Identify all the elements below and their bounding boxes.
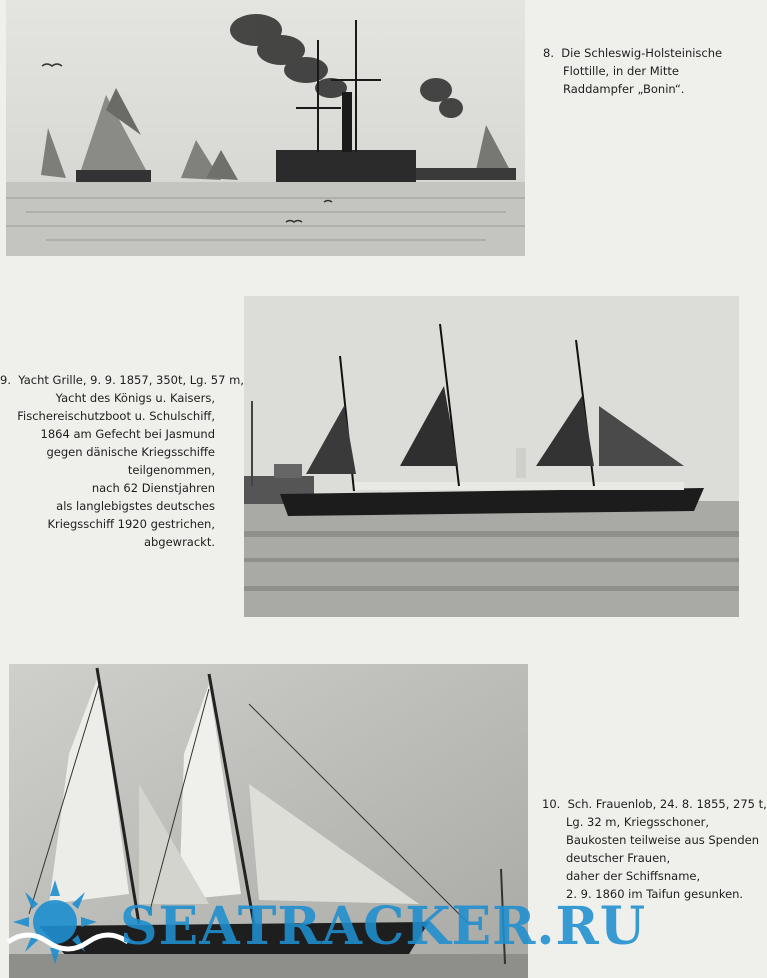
photo-schleswig-holstein-flotilla — [6, 0, 525, 256]
caption-line: Sch. Frauenlob, 24. 8. 1855, 275 t, — [567, 797, 767, 811]
caption-line: Kriegsschiff 1920 gestrichen, — [47, 517, 215, 531]
watermark-text: SEATRACKER.RU — [120, 896, 647, 957]
caption-line: teilgenommen, — [127, 463, 215, 477]
caption-line: 1864 am Gefecht bei Jasmund — [40, 427, 215, 441]
caption-line: Flottille, in der Mitte — [563, 64, 679, 78]
caption-line: Yacht des Königs u. Kaisers, — [55, 391, 215, 405]
caption-line: Die Schleswig-Holsteinische — [561, 46, 723, 60]
photo-yacht-grille — [244, 296, 739, 617]
caption-line: Baukosten teilweise aus Spenden — [566, 833, 760, 847]
caption-number: 8. — [543, 46, 554, 60]
caption-line: Fischereischutzboot u. Schulschiff, — [17, 409, 215, 423]
caption-line: nach 62 Dienstjahren — [91, 481, 215, 495]
caption-line: als langlebigstes deutsches — [56, 499, 215, 513]
caption-line: 2. 9. 1860 im Taifun gesunken. — [566, 887, 744, 901]
watermark — [0, 872, 739, 978]
caption-8 — [543, 44, 722, 98]
caption-number: 10. — [542, 797, 561, 811]
caption-line: abgewrackt. — [143, 535, 215, 549]
caption-line: Yacht Grille, 9. 9. 1857, 350t, Lg. 57 m, — [18, 373, 244, 387]
sun-wave-logo-icon — [8, 880, 128, 964]
caption-line: Lg. 32 m, Kriegsschoner, — [566, 815, 710, 829]
caption-line: gegen dänische Kriegsschiffe — [46, 445, 215, 459]
caption-number: 9. — [0, 373, 11, 387]
caption-line: Raddampfer „Bonin“. — [563, 82, 685, 96]
caption-line: deutscher Frauen, — [566, 851, 671, 865]
caption-line: daher der Schiffsname, — [566, 869, 701, 883]
caption-9 — [0, 371, 244, 551]
